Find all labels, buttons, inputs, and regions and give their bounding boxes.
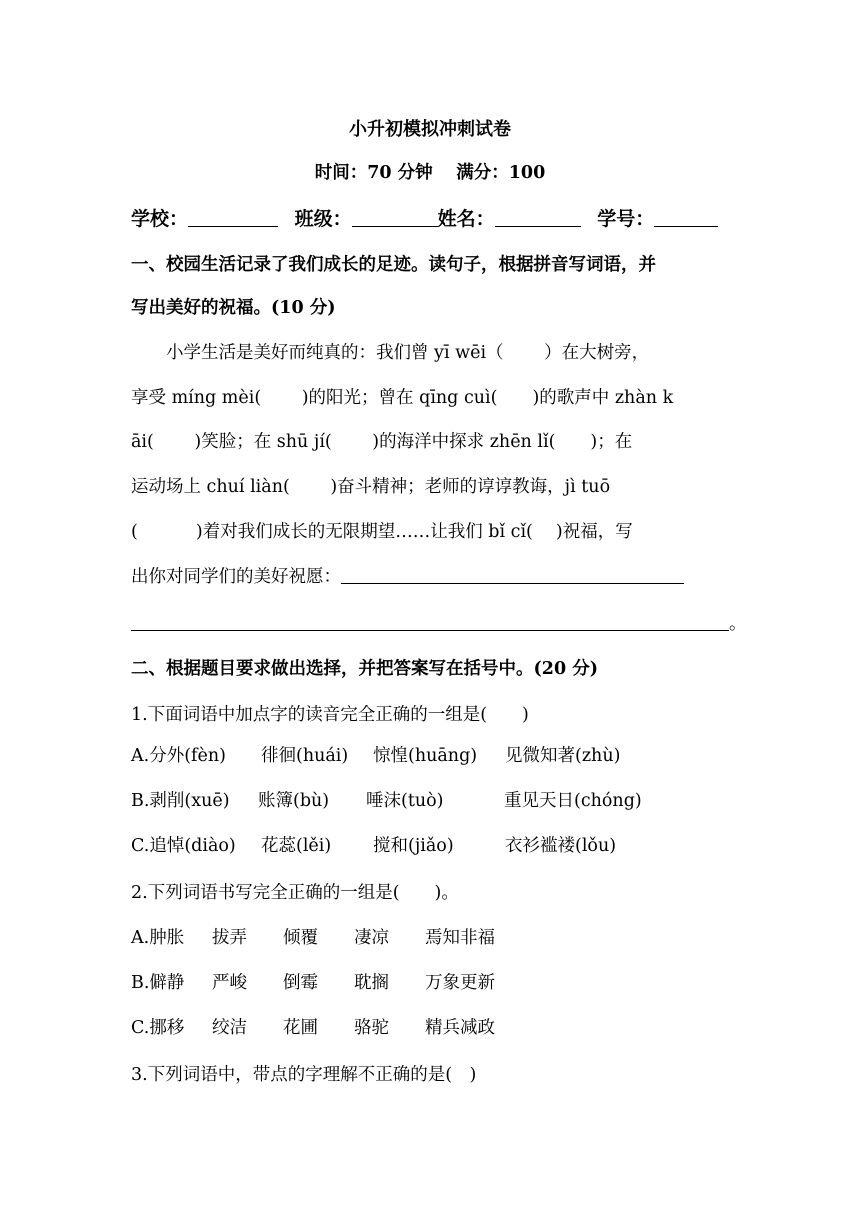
- q1-c-word-4: 衣衫褴褛(lǒu): [505, 836, 617, 856]
- section1-heading-line1: 一、校园生活记录了我们成长的足迹。读句子，根据拼音写词语，并: [131, 255, 656, 275]
- student-info-row: [131, 206, 731, 232]
- q2-b-word-1: B.僻静: [131, 973, 185, 993]
- q2-c-word-3: 花圃: [283, 1018, 318, 1038]
- q1-option-b: [131, 788, 731, 814]
- end-mark: 。: [729, 614, 747, 634]
- para-line-7: [131, 611, 746, 637]
- id-blank[interactable]: [654, 206, 718, 227]
- para-line-4: 运动场上 chuí liàn( )奋斗精神；老师的谆谆教诲，jì tuō: [131, 477, 611, 497]
- q1-a-word-4: 见微知著(zhù): [505, 746, 621, 766]
- q1-b-word-4: 重见天日(chóng): [504, 791, 642, 811]
- q2-b-word-2: 严峻: [212, 973, 247, 993]
- q2-c-word-4: 骆驼: [354, 1018, 389, 1038]
- class-label: 班级：: [294, 208, 352, 230]
- q1-option-c: [131, 833, 731, 859]
- name-blank[interactable]: [495, 206, 581, 227]
- q1-stem: 1.下面词语中加点字的读音完全正确的一组是( ): [131, 705, 529, 725]
- section1-heading-line2: 写出美好的祝福。(10 分): [131, 298, 336, 318]
- q1-c-word-3: 搅和(jiǎo): [373, 836, 454, 856]
- exam-meta: 时间：70 分钟 满分：100: [314, 163, 546, 183]
- q3-stem: 3.下列词语中，带点的字理解不正确的是( ): [131, 1065, 477, 1085]
- q2-b-word-4: 耽搁: [354, 973, 389, 993]
- wish-prompt: 出你对同学们的美好祝愿：: [131, 567, 341, 587]
- para-line-1: 小学生活是美好而纯真的：我们曾 yī wēi（ ）在大树旁，: [166, 343, 650, 363]
- wish-blank-1[interactable]: [341, 565, 684, 584]
- q1-b-word-1: B.剥削(xuē): [131, 791, 230, 811]
- para-line-2: 享受 míng mèi( )的阳光；曾在 qīng cuì( )的歌声中 zhàn k: [131, 388, 674, 408]
- name-label: 姓名：: [437, 208, 495, 230]
- q1-a-word-3: 惊惶(huāng): [373, 746, 478, 766]
- q1-c-word-1: C.追悼(diào): [131, 836, 236, 856]
- q2-b-word-5: 万象更新: [425, 973, 495, 993]
- q1-option-a: [131, 743, 731, 769]
- q2-a-word-5: 焉知非福: [425, 928, 495, 948]
- exam-title: 小升初模拟冲刺试卷: [349, 119, 511, 140]
- school-label: 学校：: [131, 208, 189, 230]
- class-blank[interactable]: [352, 206, 438, 227]
- wish-blank-2[interactable]: [131, 612, 729, 631]
- q1-a-word-1: A.分外(fèn): [131, 746, 226, 766]
- q2-a-word-1: A.肿胀: [131, 928, 185, 948]
- q2-stem: 2.下列词语书写完全正确的一组是( )。: [131, 883, 459, 903]
- q1-c-word-2: 花蕊(lěi): [261, 836, 332, 856]
- q2-a-word-3: 倾覆: [283, 928, 318, 948]
- section2-heading: 二、根据题目要求做出选择，并把答案写在括号中。(20 分): [131, 659, 599, 679]
- school-blank[interactable]: [188, 206, 278, 227]
- q1-a-word-2: 徘徊(huái): [261, 746, 349, 766]
- q2-a-word-4: 凄凉: [354, 928, 389, 948]
- q2-a-word-2: 拔弄: [212, 928, 247, 948]
- q1-b-word-2: 账簿(bù): [258, 791, 330, 811]
- para-line-5: ( )着对我们成长的无限期望……让我们 bǐ cǐ( )祝福，写: [131, 522, 633, 542]
- id-label: 学号：: [597, 208, 655, 230]
- q2-option-b: [131, 970, 731, 996]
- q2-c-word-1: C.挪移: [131, 1018, 185, 1038]
- q1-b-word-3: 唾沫(tuò): [366, 791, 444, 811]
- q2-c-word-2: 绞洁: [212, 1018, 247, 1038]
- para-line-3: āi( )笑脸；在 shū jí( )的海洋中探求 zhēn lǐ( )；在: [131, 432, 633, 452]
- q2-b-word-3: 倒霉: [283, 973, 318, 993]
- q2-option-a: [131, 925, 731, 951]
- q2-option-c: [131, 1015, 731, 1041]
- para-line-6: [131, 564, 731, 590]
- q2-c-word-5: 精兵减政: [425, 1018, 495, 1038]
